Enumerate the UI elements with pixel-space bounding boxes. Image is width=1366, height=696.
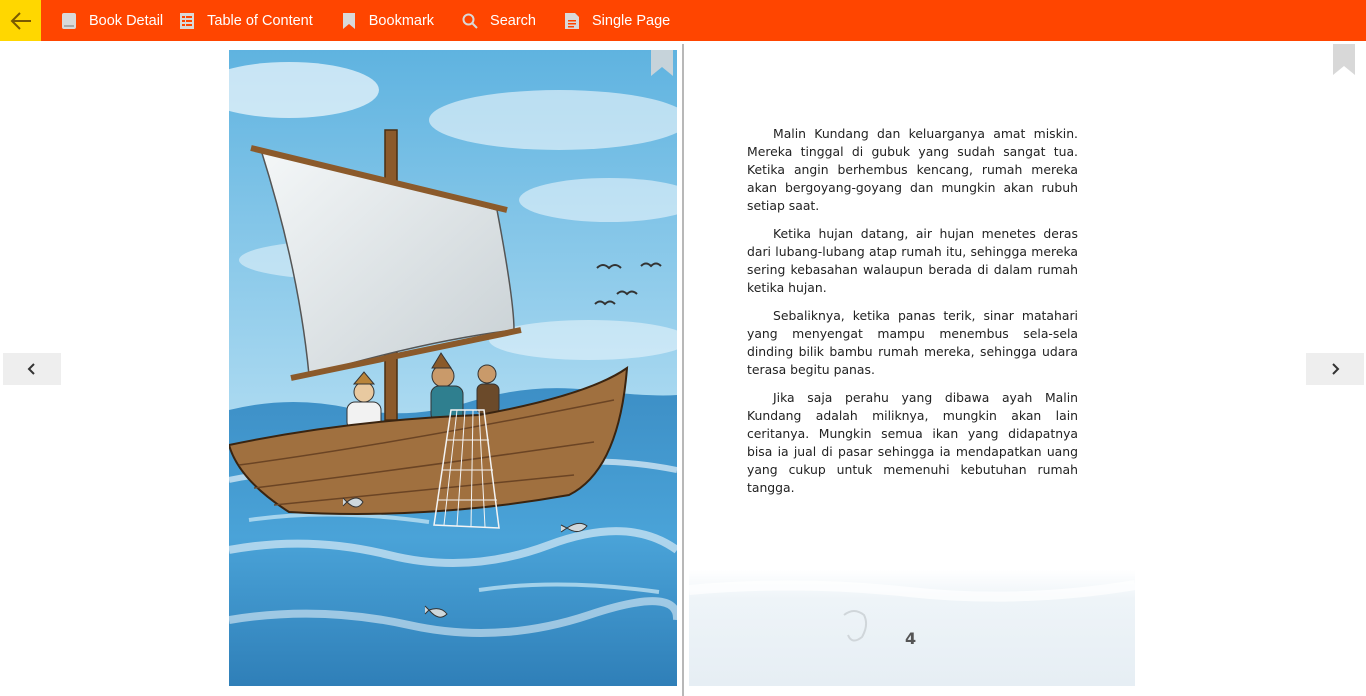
- list-icon: [179, 12, 195, 30]
- table-of-content-button[interactable]: [169, 0, 319, 41]
- boat-illustration: [229, 50, 677, 686]
- paragraph: Malin Kundang dan keluarganya amat miskin. Mereka tinggal di gubuk yang sudah sangat tua. Ketika angin berhembus kencang, rumah mereka akan bergoyang-goyang dan mungkin akan rubuh setiap saat.: [747, 126, 1078, 213]
- bookmark-label: Bookmark: [368, 12, 435, 29]
- book-detail-button[interactable]: [41, 0, 169, 41]
- single-page-label: Single Page: [592, 12, 671, 29]
- search-icon: [462, 12, 478, 30]
- back-arrow-icon: [9, 11, 33, 31]
- left-page-bookmark-icon[interactable]: [651, 50, 673, 76]
- search-label: Search: [490, 12, 536, 29]
- bookmark-icon: [341, 12, 357, 30]
- paragraph: Sebaliknya, ketika panas terik, sinar matahari yang menyengat mampu menembus sela-sela dinding bilik bambu rumah mereka, sehingga udara terasa begitu panas.: [747, 308, 1078, 377]
- bookmark-button[interactable]: [319, 0, 440, 41]
- table-of-content-label: Table of Content: [207, 12, 313, 29]
- chevron-left-icon: [27, 363, 37, 375]
- single-page-button[interactable]: [542, 0, 676, 41]
- previous-page-button[interactable]: [3, 353, 61, 385]
- toolbar: [0, 0, 1366, 41]
- right-page: [689, 50, 1135, 686]
- chevron-right-icon: [1330, 363, 1340, 375]
- page-footer-illustration: [689, 570, 1135, 686]
- book-icon: [61, 12, 77, 30]
- back-button[interactable]: [0, 0, 41, 41]
- page-number: 4: [905, 629, 917, 648]
- right-page-bookmark-icon[interactable]: [1333, 44, 1355, 75]
- fish-sketch-icon: [689, 570, 1135, 686]
- book-detail-label: Book Detail: [89, 12, 164, 29]
- left-page-illustration: [229, 50, 677, 686]
- book-spine: [682, 44, 684, 696]
- page-icon: [564, 12, 580, 30]
- paragraph: Ketika hujan datang, air hujan menetes deras dari lubang-lubang atap rumah itu, sehingga mereka sering kebasahan walaupun berada di dalam rumah ketika hujan.: [747, 226, 1078, 295]
- page-text: [747, 125, 1078, 507]
- paragraph: Jika saja perahu yang dibawa ayah Malin Kundang adalah miliknya, mungkin akan lain ceritanya. Mungkin semua ikan yang didapatnya bisa ia jual di pasar sehingga ia mendapatkan uang yang cukup untuk memenuhi kebutuhan rumah tangga.: [747, 390, 1078, 495]
- next-page-button[interactable]: [1306, 353, 1364, 385]
- search-button[interactable]: [440, 0, 542, 41]
